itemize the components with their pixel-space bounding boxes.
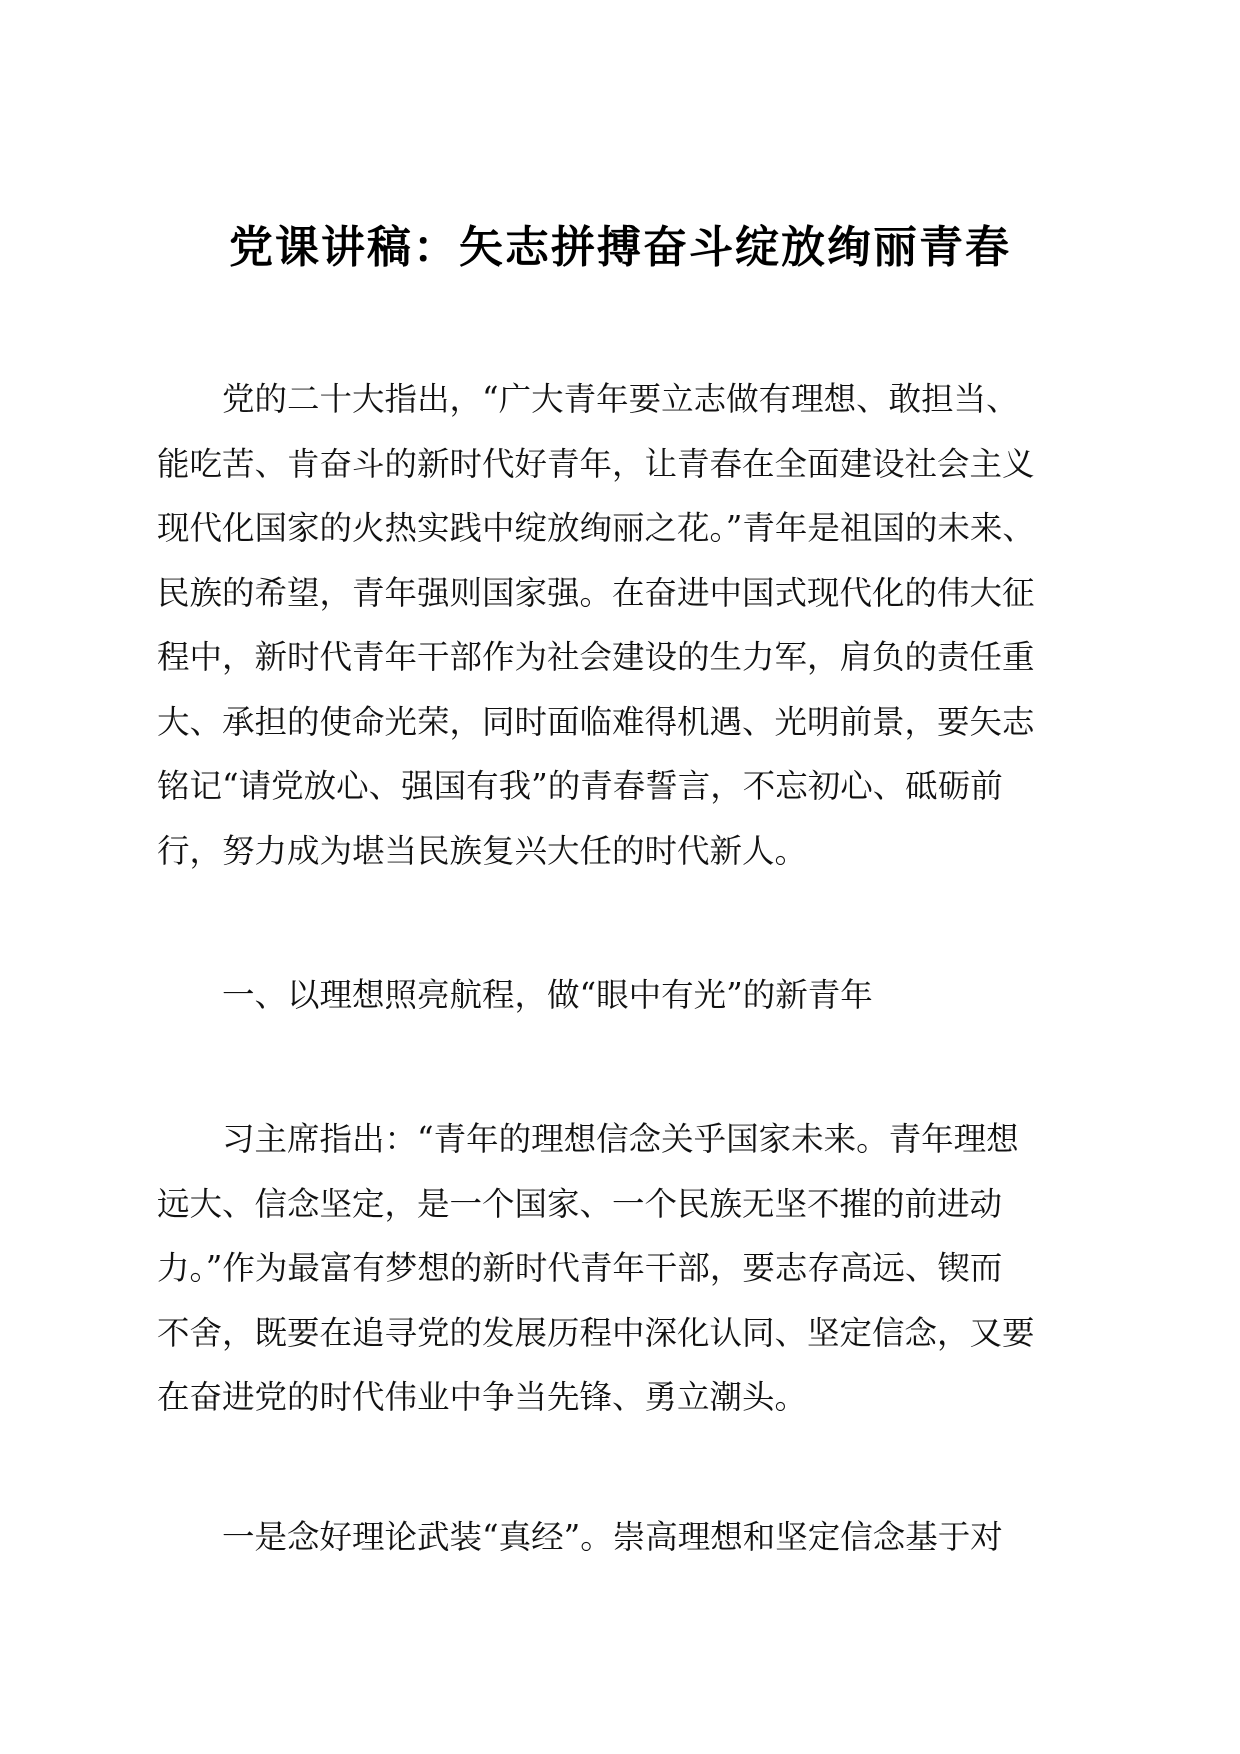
- text-line: 在奋进党的时代伟业中争当先锋、勇立潮头。: [157, 1378, 808, 1416]
- text-line: 现代化国家的火热实践中绽放绚丽之花。”青年是祖国的未来、: [157, 509, 1035, 547]
- paragraph-intro: [157, 367, 1035, 883]
- text-line: 程中，新时代青年干部作为社会建设的生力军，肩负的责任重: [157, 638, 1035, 676]
- text-line: 一是念好理论武装“真经”。崇高理想和坚定信念基于对: [157, 1518, 1003, 1556]
- text-line: 铭记“请党放心、强国有我”的青春誓言，不忘初心、砥砺前: [157, 767, 1003, 805]
- text-line: 民族的希望，青年强则国家强。在奋进中国式现代化的伟大征: [157, 573, 1035, 612]
- section-heading: [157, 963, 873, 1028]
- text-line: 远大、信念坚定，是一个国家、一个民族无坚不摧的前进动: [157, 1184, 1003, 1223]
- text-line: 力。”作为最富有梦想的新时代青年干部，要志存高远、锲而: [157, 1249, 1003, 1287]
- text-line: 能吃苦、肯奋斗的新时代好青年，让青春在全面建设社会主义: [157, 444, 1035, 483]
- text-line: 习主席指出：“青年的理想信念关乎国家未来。青年理想: [157, 1120, 1019, 1158]
- text-line: 行，努力成为堪当民族复兴大任的时代新人。: [157, 831, 808, 870]
- paragraph-point-one: [157, 1505, 1003, 1570]
- paragraph-quote: [157, 1107, 1035, 1430]
- document-title: 党课讲稿：矢志拼搏奋斗绽放绚丽青春: [229, 222, 1011, 273]
- text-line: 党的二十大指出，“广大青年要立志做有理想、敢担当、: [157, 380, 1019, 418]
- text-line: 一、以理想照亮航程，做“眼中有光”的新青年: [157, 976, 873, 1014]
- text-line: 不舍，既要在追寻党的发展历程中深化认同、坚定信念，又要: [157, 1313, 1035, 1352]
- text-line: 大、承担的使命光荣，同时面临难得机遇、光明前景，要矢志: [157, 702, 1035, 741]
